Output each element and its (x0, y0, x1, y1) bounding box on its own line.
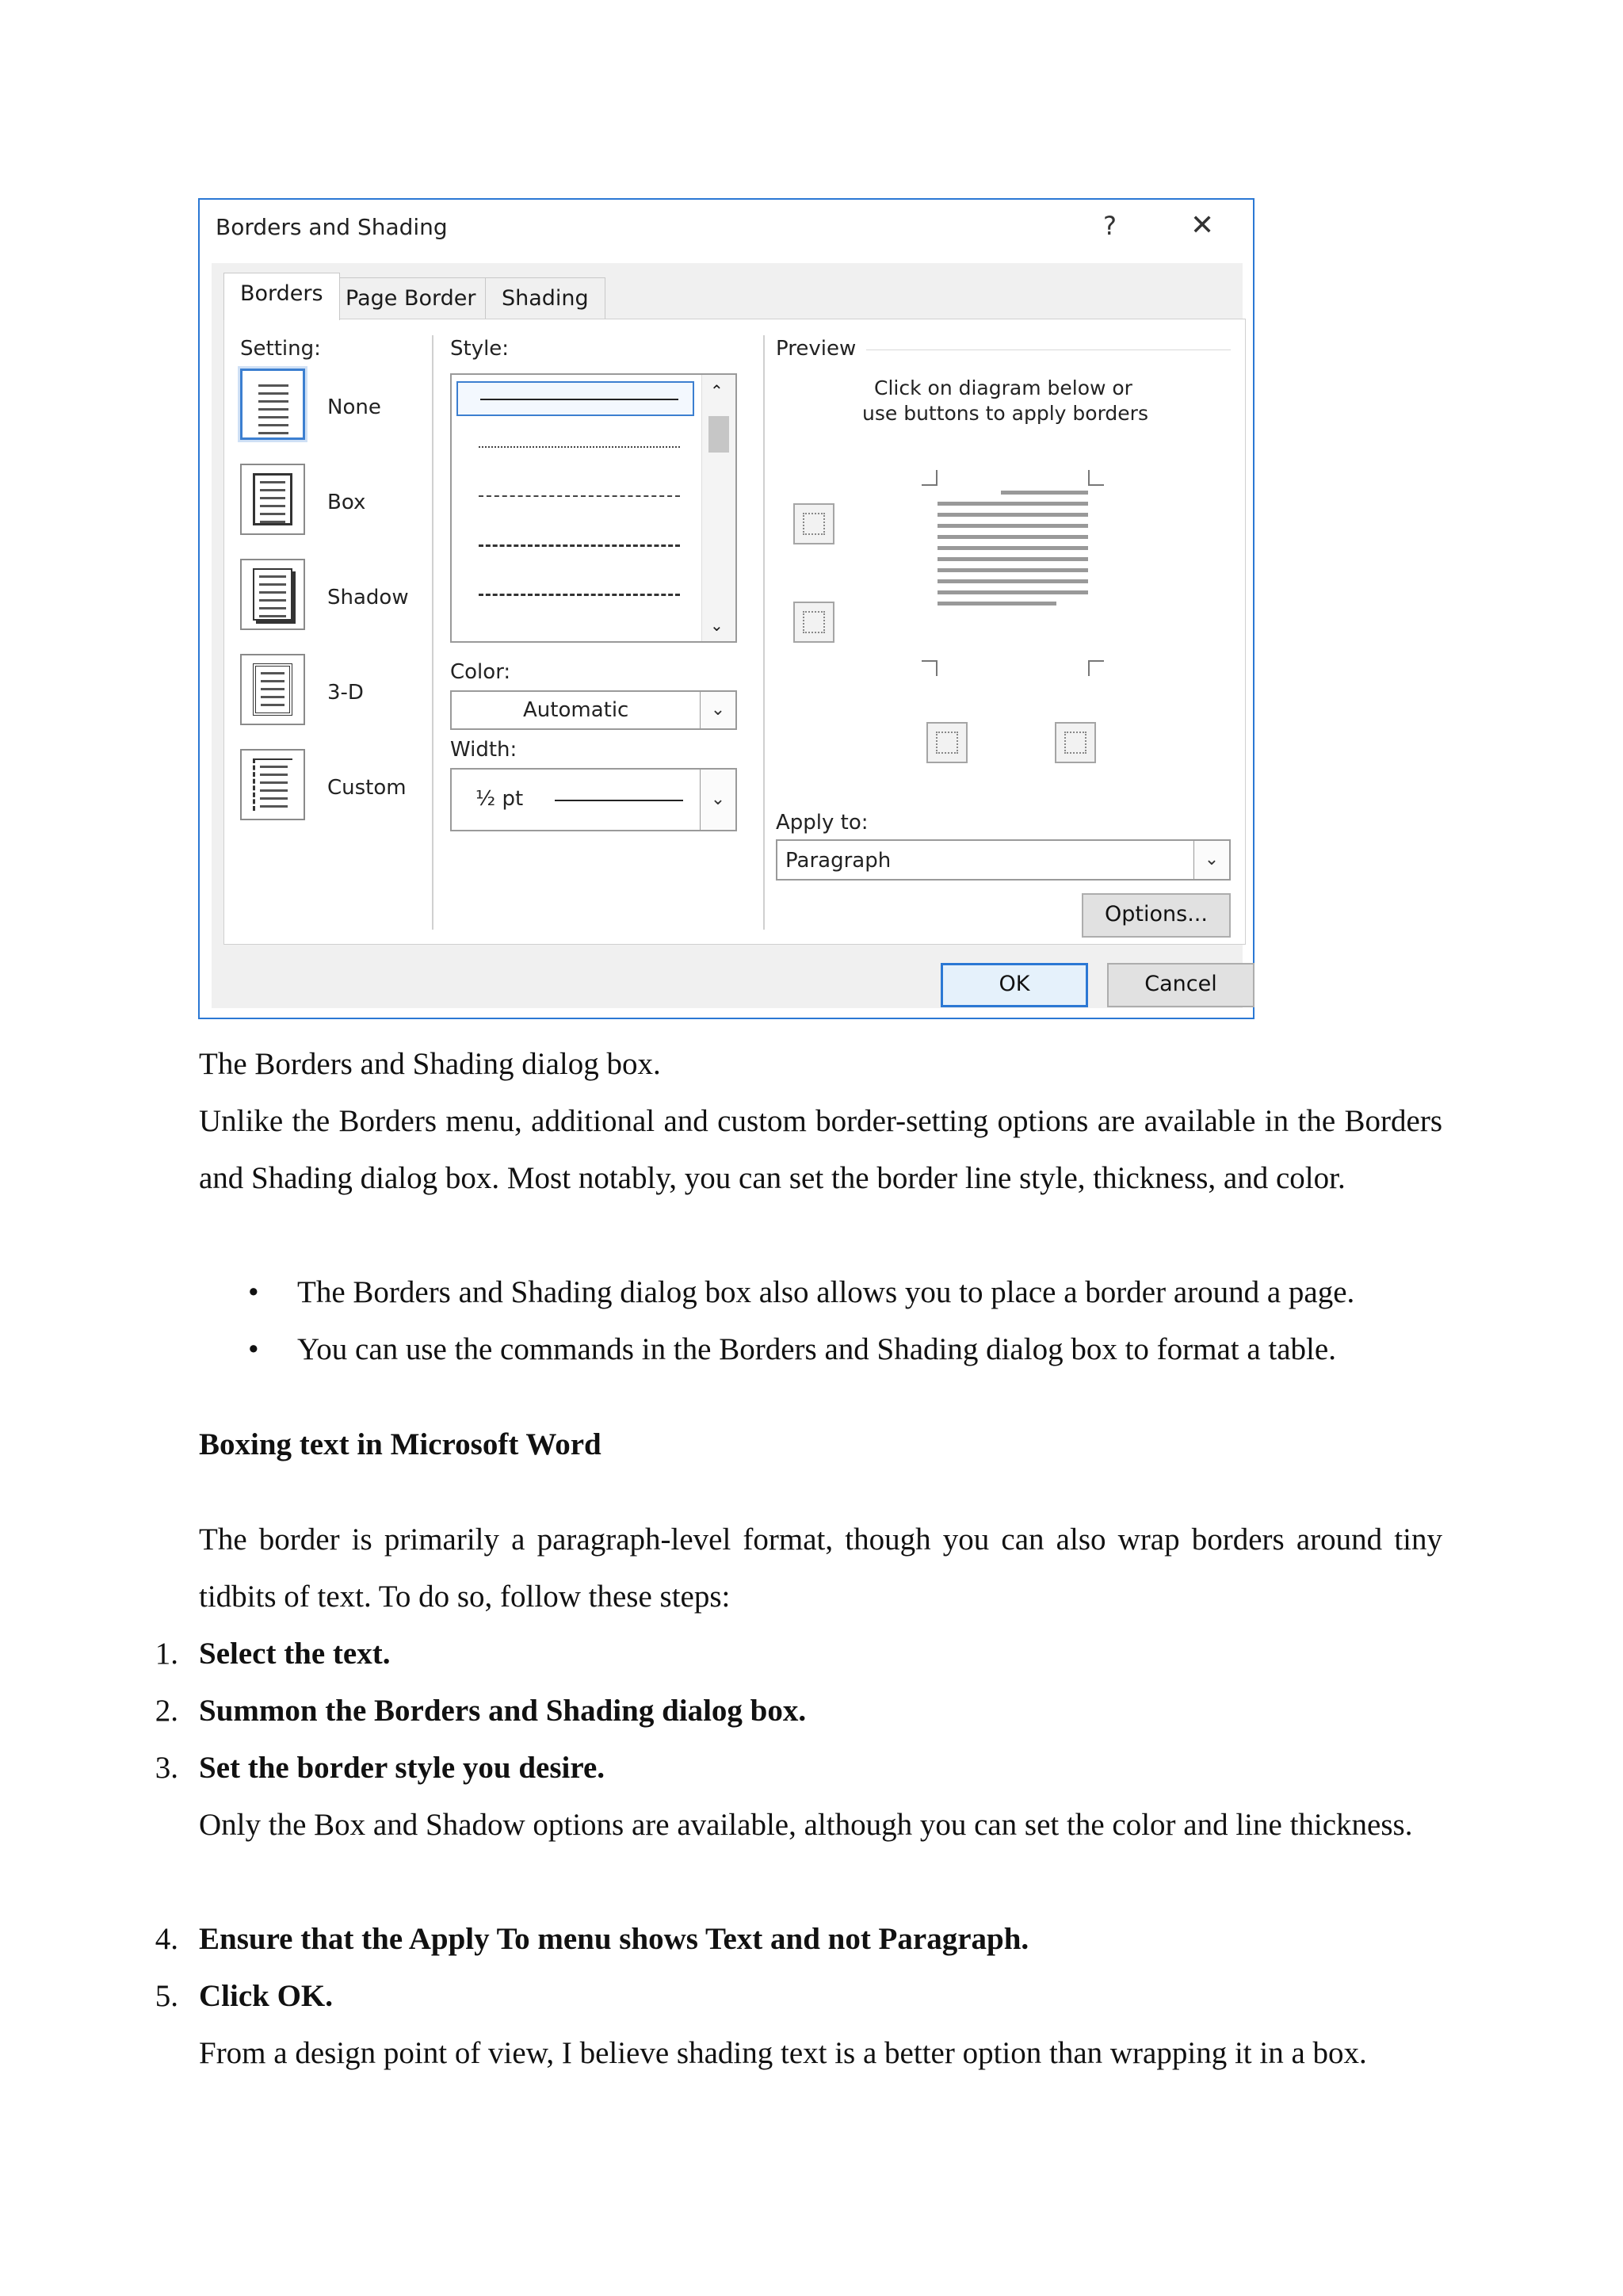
bullet-icon: • (248, 1332, 259, 1366)
dialog-body (212, 263, 1243, 1008)
right-border-button[interactable] (1055, 722, 1096, 763)
scroll-up-icon[interactable]: ⌃ (710, 381, 724, 400)
top-border-button[interactable] (793, 503, 834, 544)
body-paragraph: The border is primarily a paragraph-level format, though you can also wrap borders around tiny tidbits of text. To do so, follow these steps: (199, 1522, 1442, 1614)
width-label: Width: (450, 738, 517, 762)
step-number: 1. (155, 1637, 178, 1671)
width-dropdown[interactable] (450, 768, 737, 831)
step-number: 5. (155, 1979, 178, 2013)
setting-3d-label[interactable]: 3-D (327, 681, 364, 705)
section-heading: Boxing text in Microsoft Word (199, 1427, 601, 1461)
setting-none-icon[interactable] (240, 369, 305, 440)
setting-custom-label[interactable]: Custom (327, 776, 407, 800)
step-3: Set the border style you desire. (199, 1751, 605, 1785)
style-scrollbar[interactable] (701, 375, 735, 641)
step-5: Click OK. (199, 1979, 334, 2013)
bullet-icon: • (248, 1275, 259, 1309)
setting-3d-icon[interactable] (240, 654, 305, 725)
style-solid-line[interactable] (456, 381, 694, 416)
scroll-down-icon[interactable]: ⌄ (710, 616, 724, 635)
style-dash-dot-line[interactable] (456, 578, 694, 613)
divider (432, 335, 433, 930)
width-value: ½ pt (475, 787, 524, 811)
borders-tab-panel (223, 319, 1246, 945)
closing-paragraph: From a design point of view, I believe shading text is a better option than wrapping it in a box. (199, 2036, 1367, 2070)
step-1: Select the text. (199, 1637, 391, 1671)
intro-paragraph: Unlike the Borders menu, additional and custom border-setting options are available in the Borders and Shading dialog box. Most notably, you can set the border line style, thickness, and color. (199, 1104, 1442, 1195)
preview-label: Preview (776, 337, 857, 361)
style-list[interactable] (450, 373, 737, 643)
figure-caption: The Borders and Shading dialog box. (199, 1047, 661, 1081)
chevron-down-icon[interactable]: ⌄ (700, 692, 735, 728)
scroll-thumb[interactable] (708, 416, 729, 453)
tab-shading[interactable]: Shading (485, 277, 605, 319)
color-value: Automatic (523, 698, 629, 722)
step-number: 3. (155, 1751, 178, 1785)
bullet-item-1: The Borders and Shading dialog box also allows you to place a border around a page. (297, 1275, 1355, 1309)
preview-diagram[interactable] (922, 470, 1104, 676)
step-2: Summon the Borders and Shading dialog box. (199, 1694, 807, 1728)
bullet-item-2: You can use the commands in the Borders and Shading dialog box to format a table. (297, 1332, 1336, 1366)
chevron-down-icon[interactable]: ⌄ (1193, 841, 1229, 879)
setting-shadow-label[interactable]: Shadow (327, 586, 409, 609)
style-dotted-line[interactable] (456, 430, 694, 465)
close-icon[interactable]: ✕ (1190, 209, 1215, 242)
setting-custom-icon[interactable] (240, 749, 305, 820)
help-button[interactable]: ? (1103, 211, 1117, 241)
bottom-border-button[interactable] (793, 602, 834, 643)
divider (763, 335, 765, 930)
style-dashed-large-line[interactable] (456, 529, 694, 563)
setting-box-label[interactable]: Box (327, 491, 366, 514)
step-3-note: Only the Box and Shadow options are available, although you can set the color and line thickness. (199, 1808, 1413, 1842)
apply-to-label: Apply to: (776, 811, 869, 835)
style-dashed-small-line[interactable] (456, 479, 694, 514)
setting-none-label[interactable]: None (327, 395, 381, 419)
setting-shadow-icon[interactable] (240, 559, 305, 630)
step-number: 2. (155, 1694, 178, 1728)
chevron-down-icon[interactable]: ⌄ (700, 770, 735, 830)
options-button[interactable]: Options... (1082, 893, 1231, 938)
dialog-title: Borders and Shading (216, 214, 448, 240)
apply-to-value: Paragraph (785, 849, 892, 873)
color-dropdown[interactable] (450, 690, 737, 730)
step-4: Ensure that the Apply To menu shows Text and not Paragraph. (199, 1922, 1029, 1956)
preview-hint-2: use buttons to apply borders (862, 402, 1148, 425)
tab-borders[interactable]: Borders (223, 273, 340, 320)
style-label: Style: (450, 337, 510, 361)
preview-hint-1: Click on diagram below or (874, 376, 1132, 399)
cancel-button[interactable]: Cancel (1107, 963, 1254, 1007)
apply-to-dropdown[interactable] (776, 839, 1231, 881)
left-border-button[interactable] (926, 722, 968, 763)
setting-box-icon[interactable] (240, 464, 305, 535)
borders-and-shading-dialog (198, 198, 1254, 1019)
setting-label: Setting: (240, 337, 321, 361)
color-label: Color: (450, 660, 511, 684)
ok-button[interactable]: OK (941, 963, 1088, 1007)
width-sample-line (555, 800, 683, 801)
tab-page-border[interactable]: Page Border (329, 277, 492, 319)
step-number: 4. (155, 1922, 178, 1956)
